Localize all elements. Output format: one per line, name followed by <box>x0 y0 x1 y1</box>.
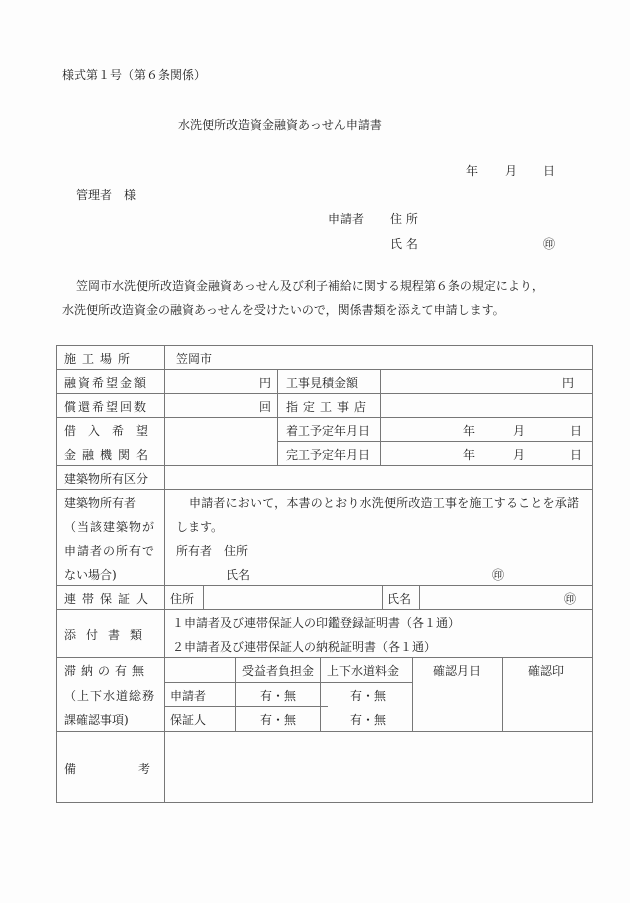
header-confirm-seal: 確認印 <box>528 664 565 678</box>
applicant-address-label: 住 所 <box>390 212 418 226</box>
delinquency-label-1: 滞納の有無 <box>64 664 150 678</box>
owner-label-3: 申請者の所有で <box>64 544 156 558</box>
date-month: 月 <box>505 164 518 178</box>
applicant-name-label: 氏 名 <box>390 237 418 251</box>
owner-consent-text-2: します。 <box>176 520 224 534</box>
date-day: 日 <box>543 164 556 178</box>
repay-unit: 回 <box>259 400 272 414</box>
owner-label-4: ない場合) <box>64 568 117 582</box>
guarantor-water-choice[interactable]: 有・無 <box>350 713 387 727</box>
owner-name-label: 氏名 <box>226 568 251 582</box>
finish-date-label: 完工予定年月日 <box>286 448 371 462</box>
delinquency-label-3: 課確認事項) <box>64 713 129 727</box>
applicant-beneficiary-choice[interactable]: 有・無 <box>260 689 297 703</box>
start-month: 月 <box>513 424 526 438</box>
contractor-label: 指定工事店 <box>286 400 372 414</box>
addressee: 管理者 様 <box>76 188 137 202</box>
start-date-label: 着工予定年月日 <box>286 424 371 438</box>
owner-label-1: 建築物所有者 <box>64 496 137 510</box>
owner-address-label: 所有者 住所 <box>176 544 249 558</box>
document-title: 水洗便所改造資金融資あっせん申請書 <box>178 118 382 132</box>
loan-amount-label: 融資希望金額 <box>64 376 149 390</box>
delinquency-row-applicant: 申請者 <box>170 689 207 703</box>
header-confirm-date: 確認月日 <box>433 664 482 678</box>
loan-amount-unit: 円 <box>259 376 272 390</box>
owner-label-2: （当該建築物が <box>64 520 156 534</box>
finish-day: 日 <box>570 448 583 462</box>
header-beneficiary-charge: 受益者負担金 <box>242 664 315 678</box>
attachment-2: ２申請者及び連帯保証人の納税証明書（各１通） <box>172 640 437 654</box>
site-value[interactable]: 笠岡市 <box>176 352 213 366</box>
bank-label-2: 金融機関名 <box>64 448 155 462</box>
guarantor-label: 連帯保証人 <box>64 592 155 606</box>
ownership-label: 建築物所有区分 <box>64 472 149 486</box>
applicant-label: 申請者 <box>328 212 365 226</box>
guarantor-name-label: 氏名 <box>387 592 412 606</box>
bank-label-1: 借入希望 <box>64 424 161 438</box>
form-number: 様式第１号（第６条関係） <box>62 68 207 82</box>
attachment-1: １申請者及び連帯保証人の印鑑登録証明書（各１通） <box>172 616 461 630</box>
seal-icon: ㊞ <box>543 237 556 251</box>
repay-label: 償還希望回数 <box>64 400 149 414</box>
remarks-label-2: 考 <box>138 762 151 776</box>
delinquency-row-guarantor: 保証人 <box>170 713 207 727</box>
start-day: 日 <box>570 424 583 438</box>
finish-year: 年 <box>463 448 476 462</box>
estimate-unit: 円 <box>562 376 575 390</box>
start-year: 年 <box>463 424 476 438</box>
body-text-line1: 笠岡市水洗便所改造資金融資あっせん及び利子補給に関する規程第６条の規定により， <box>76 279 544 293</box>
guarantor-beneficiary-choice[interactable]: 有・無 <box>260 713 297 727</box>
body-text-line2: 水洗便所改造資金の融資あっせんを受けたいので，関係書類を添えて申請します。 <box>62 303 505 317</box>
attachments-label: 添付書類 <box>64 628 153 642</box>
remarks-label-1: 備 <box>64 762 77 776</box>
date-year: 年 <box>466 164 479 178</box>
applicant-water-choice[interactable]: 有・無 <box>350 689 387 703</box>
guarantor-address-label: 住所 <box>170 592 195 606</box>
header-water-fee: 上下水道料金 <box>327 664 400 678</box>
estimate-label: 工事見積金額 <box>286 376 359 390</box>
site-label: 施工場所 <box>64 352 137 366</box>
owner-consent-text-1: 申請者において，本書のとおり水洗便所改造工事を施工することを承諾 <box>189 496 580 510</box>
delinquency-label-2: （上下水道総務 <box>64 689 156 703</box>
finish-month: 月 <box>513 448 526 462</box>
guarantor-seal-icon: ㊞ <box>564 592 577 606</box>
owner-seal-icon: ㊞ <box>492 568 505 582</box>
